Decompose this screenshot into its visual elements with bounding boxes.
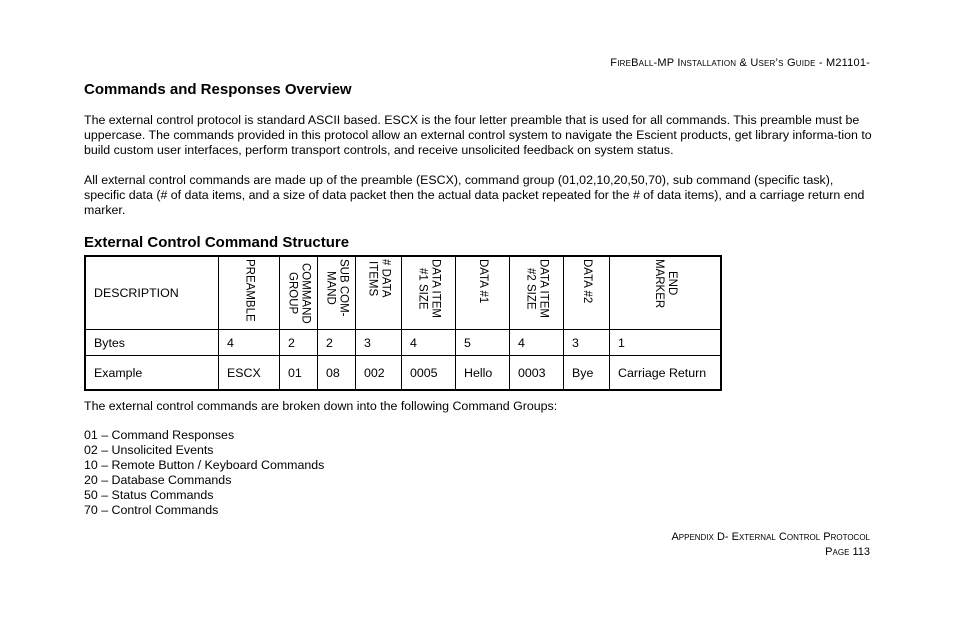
table-cell: 4 <box>219 330 280 356</box>
list-item: 02 – Unsolicited Events <box>84 443 214 457</box>
header-cell-data-item-2-size <box>510 256 564 330</box>
table-cell: ESCX <box>219 356 280 391</box>
table-cell: 3 <box>356 330 402 356</box>
header-cell-data-item-1-size <box>402 256 456 330</box>
table-cell: 0003 <box>510 356 564 391</box>
table-header-row <box>85 256 721 330</box>
table-cell: Example <box>85 356 219 391</box>
header-text-data-item-2-size: DATA ITEM #2 SIZE <box>524 259 550 318</box>
table-row-bytes <box>85 330 721 356</box>
list-item: 50 – Status Commands <box>84 488 214 502</box>
header-cell-data-2 <box>564 256 610 330</box>
table-cell: Carriage Return <box>610 356 722 391</box>
list-item: 20 – Database Commands <box>84 473 232 487</box>
paragraph-command-makeup: All external control commands are made up of the preamble (ESCX), command group (01,02,10,20,50,70), sub command (specific task), specific data (# of data items, and a size of data packet then the actual data packet repeated for the # of data items), and a carriage return end marker. <box>84 173 865 217</box>
footer-appendix-title: Appendix D- External Control Protocol <box>671 531 870 543</box>
list-item: 01 – Command Responses <box>84 428 235 442</box>
header-text-data-items: # DATA ITEMS <box>366 259 392 298</box>
table-cell: 01 <box>280 356 318 391</box>
footer-page-number: Page 113 <box>825 546 870 558</box>
header-text-data-item-1-size: DATA ITEM #1 SIZE <box>416 259 442 318</box>
table-cell: 3 <box>564 330 610 356</box>
command-groups-intro: The external control commands are broken down into the following Command Groups: <box>84 399 558 413</box>
table-cell: 4 <box>402 330 456 356</box>
table-cell: Bytes <box>85 330 219 356</box>
header-text-sub-command: SUB COM- MAND <box>324 259 350 317</box>
section-heading-overview: Commands and Responses Overview <box>84 81 352 98</box>
page-footer <box>671 530 870 560</box>
table-cell: 2 <box>280 330 318 356</box>
table-cell: 1 <box>610 330 722 356</box>
command-structure-table <box>84 255 722 391</box>
paragraph-protocol-intro: The external control protocol is standard ASCII based. ESCX is the four letter preamble that is used for all commands. This preamble must be uppercase. The commands provided in this protocol allow an external control system to navigate the Escient products, get library informa-tion to build custom user interfaces, perform transport controls, and receive unsolicited feedback on system status. <box>84 113 872 157</box>
header-cell-description: DESCRIPTION <box>85 256 219 330</box>
header-text-data-1: DATA #1 <box>477 259 489 304</box>
header-text-end-marker: END MARKER <box>653 259 678 309</box>
table-cell: 2 <box>318 330 356 356</box>
table-cell: Bye <box>564 356 610 391</box>
table-cell: Hello <box>456 356 510 391</box>
table-cell: 0005 <box>402 356 456 391</box>
header-cell-sub-command <box>318 256 356 330</box>
header-cell-data-1 <box>456 256 510 330</box>
header-cell-command-group <box>280 256 318 330</box>
header-cell-preamble <box>219 256 280 330</box>
header-text-preamble: PREAMBLE <box>243 259 256 322</box>
table-cell: 08 <box>318 356 356 391</box>
table-row-example <box>85 356 721 391</box>
list-item: 70 – Control Commands <box>84 503 219 517</box>
table-cell: 4 <box>510 330 564 356</box>
table-cell: 5 <box>456 330 510 356</box>
list-item: 10 – Remote Button / Keyboard Commands <box>84 458 325 472</box>
running-header: FireBall-MP Installation & User’s Guide - M21101- <box>610 57 870 69</box>
header-cell-end-marker <box>610 256 722 330</box>
table-cell: 002 <box>356 356 402 391</box>
command-groups-list <box>84 428 324 518</box>
section-heading-structure: External Control Command Structure <box>84 234 350 251</box>
header-cell-data-items <box>356 256 402 330</box>
header-text-command-group: COMMAND GROUP <box>286 262 312 324</box>
header-text-data-2: DATA #2 <box>581 259 593 304</box>
